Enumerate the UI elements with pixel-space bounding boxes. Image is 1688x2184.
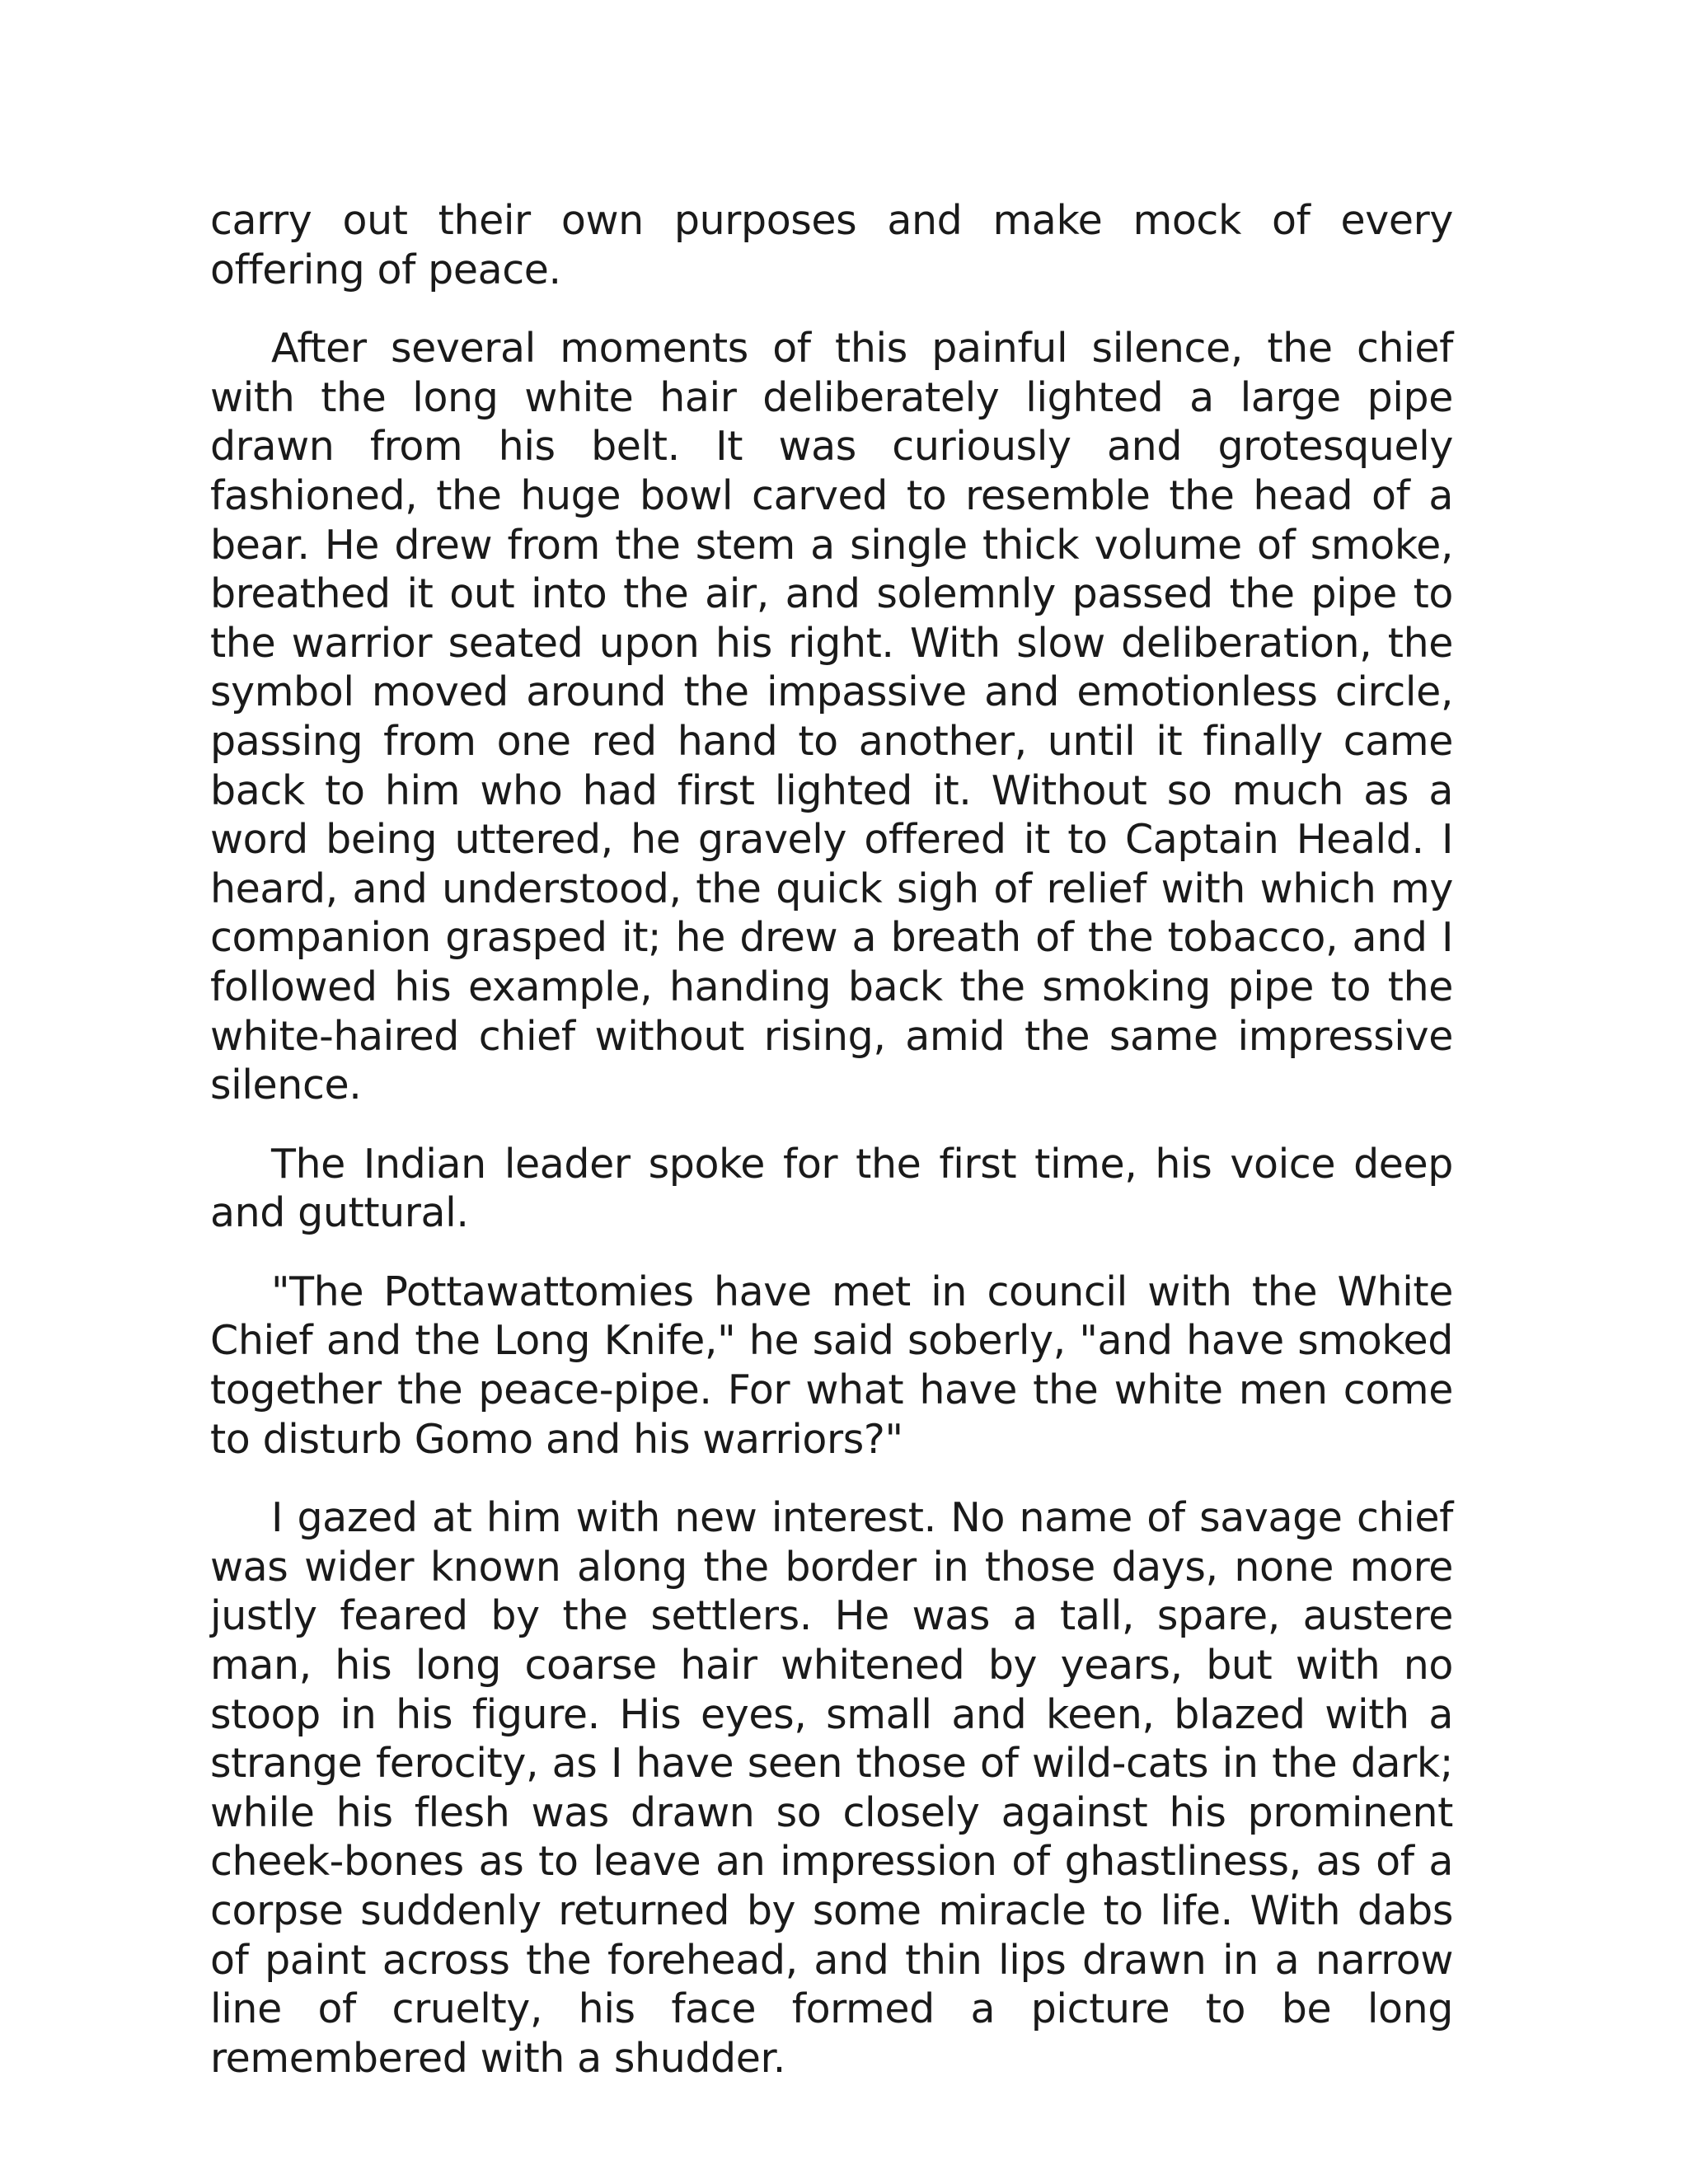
paragraph-leader-speaks: The Indian leader spoke for the first time, his voice deep and guttural.	[210, 1140, 1453, 1237]
page-text	[210, 196, 1453, 2112]
paragraph-gomo-description: I gazed at him with new interest. No name of savage chief was wider known along the border in those days, none more justly feared by the settlers. He was a tall, spare, austere man, his long coarse hair whitened by years, but with no stoop in his figure. His eyes, small and keen, blazed with a strange ferocity, as I have seen those of wild-cats in the dark; while his flesh was drawn so closely against his prominent cheek-bones as to leave an impression of ghastliness, as of a corpse suddenly returned by some miracle to life. With dabs of paint across the forehead, and thin lips drawn in a narrow line of cruelty, his face formed a picture to be long remembered with a shudder.	[210, 1494, 1453, 2082]
paragraph-chief-quote: "The Pottawattomies have met in council with the White Chief and the Long Knife," he said soberly, "and have smoked together the peace-pipe. For what have the white men come to disturb Gomo and his warriors?"	[210, 1268, 1453, 1463]
paragraph-peace-pipe: After several moments of this painful silence, the chief with the long white hair deliberately lighted a large pipe drawn from his belt. It was curiously and grotesquely fashioned, the huge bowl carved to resemble the head of a bear. He drew from the stem a single thick volume of smoke, breathed it out into the air, and solemnly passed the pipe to the warrior seated upon his right. With slow deliberation, the symbol moved around the impassive and emotionless circle, passing from one red hand to another, until it finally came back to him who had first lighted it. Without so much as a word being uttered, he gravely offered it to Captain Heald. I heard, and understood, the quick sigh of relief with which my companion grasped it; he drew a breath of the tobacco, and I followed his example, handing back the smoking pipe to the white-haired chief without rising, amid the same impressive silence.	[210, 325, 1453, 1109]
paragraph-continuation: carry out their own purposes and make mock of every offering of peace.	[210, 197, 1453, 293]
